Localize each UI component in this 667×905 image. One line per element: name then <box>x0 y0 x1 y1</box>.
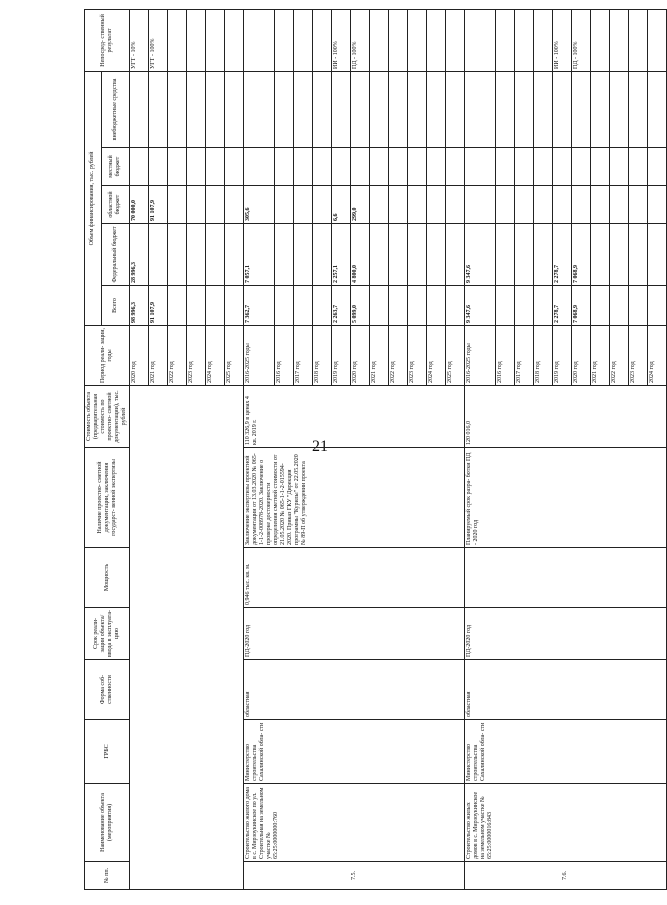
federal-cell <box>225 224 244 286</box>
extra-cell <box>225 71 244 147</box>
object-docs: Планируемый срок разра- ботки ПД - 2020 год <box>465 448 667 548</box>
header-capacity: Мощность <box>85 548 130 608</box>
table-row <box>130 9 149 889</box>
local-cell <box>648 148 667 186</box>
object-grbs: Министерство строительства Сахалинской обла- сти <box>244 720 465 784</box>
federal-cell: 9 347,6 <box>465 224 496 286</box>
result-cell <box>427 9 446 71</box>
result-cell <box>465 9 496 71</box>
result-cell <box>648 9 667 71</box>
result-cell: УГТ - 10% <box>130 9 149 71</box>
local-cell <box>130 148 149 186</box>
regional-cell: 299,0 <box>351 186 370 224</box>
year-cell: 2017 год <box>515 326 534 386</box>
regional-cell <box>591 186 610 224</box>
regional-cell <box>553 186 572 224</box>
extra-cell <box>408 71 427 147</box>
regional-cell <box>168 186 187 224</box>
total-cell: 98 996,3 <box>130 286 149 326</box>
year-cell: 2025 год <box>446 326 465 386</box>
local-cell <box>225 148 244 186</box>
result-cell <box>629 9 648 71</box>
result-cell <box>206 9 225 71</box>
federal-cell <box>610 224 629 286</box>
result-cell <box>534 9 553 71</box>
total-cell <box>408 286 427 326</box>
continuation-cell <box>130 386 244 890</box>
result-cell <box>294 9 313 71</box>
year-cell: 2022 год <box>610 326 629 386</box>
extra-cell <box>572 71 591 147</box>
page-number: 21 <box>312 438 328 455</box>
local-cell <box>572 148 591 186</box>
federal-cell: 28 996,3 <box>130 224 149 286</box>
federal-cell: 7 057,1 <box>244 224 275 286</box>
extra-cell <box>313 71 332 147</box>
header-cost: Стоимость объекта (предварительная стоимость по проектно- сметной документации), тыс. рублей <box>85 386 130 448</box>
table-header <box>85 9 130 889</box>
year-cell: 2020 год <box>351 326 370 386</box>
total-cell <box>389 286 408 326</box>
federal-cell <box>313 224 332 286</box>
total-cell <box>275 286 294 326</box>
local-cell <box>149 148 168 186</box>
extra-cell <box>610 71 629 147</box>
regional-cell: 70 000,0 <box>130 186 149 224</box>
extra-cell <box>496 71 515 147</box>
total-cell <box>629 286 648 326</box>
federal-cell: 2 278,7 <box>553 224 572 286</box>
total-cell <box>591 286 610 326</box>
total-cell: 7 362,7 <box>244 286 275 326</box>
federal-cell <box>168 224 187 286</box>
federal-cell <box>629 224 648 286</box>
total-cell <box>648 286 667 326</box>
local-cell <box>534 148 553 186</box>
regional-cell <box>294 186 313 224</box>
local-cell <box>370 148 389 186</box>
header-ownership: Форма соб- ственности <box>85 660 130 720</box>
program-table <box>84 9 667 890</box>
year-cell: 2016 год <box>275 326 294 386</box>
header-no: № пп. <box>85 862 130 890</box>
local-cell <box>465 148 496 186</box>
result-cell <box>168 9 187 71</box>
federal-cell <box>389 224 408 286</box>
extra-cell <box>332 71 351 147</box>
local-cell <box>496 148 515 186</box>
local-cell <box>275 148 294 186</box>
result-cell <box>370 9 389 71</box>
table-row <box>244 9 275 889</box>
total-cell: 9 347,6 <box>465 286 496 326</box>
regional-cell <box>610 186 629 224</box>
regional-cell <box>515 186 534 224</box>
object-grbs: Министерство строительства Сахалинской обла- сти <box>465 720 667 784</box>
extra-cell <box>130 71 149 147</box>
total-cell <box>294 286 313 326</box>
local-cell <box>168 148 187 186</box>
header-regional: областной бюджет <box>101 186 129 224</box>
federal-cell <box>515 224 534 286</box>
total-cell: 5 099,0 <box>351 286 370 326</box>
local-cell <box>408 148 427 186</box>
year-cell: 2021 год <box>370 326 389 386</box>
year-cell: 2024 год <box>427 326 446 386</box>
local-cell <box>206 148 225 186</box>
local-cell <box>294 148 313 186</box>
year-cell: 2024 год <box>648 326 667 386</box>
result-cell: ПД - 100% <box>572 9 591 71</box>
local-cell <box>313 148 332 186</box>
extra-cell <box>515 71 534 147</box>
extra-cell <box>629 71 648 147</box>
extra-cell <box>294 71 313 147</box>
header-docs: Наличие проектно- сметной документации, заключения государст- венной экспертизы <box>85 448 130 548</box>
year-cell: 2022 год <box>168 326 187 386</box>
extra-cell <box>149 71 168 147</box>
local-cell <box>187 148 206 186</box>
year-cell: 2020 год <box>130 326 149 386</box>
regional-cell <box>572 186 591 224</box>
header-grbs: ГРБС <box>85 720 130 784</box>
local-cell <box>244 148 275 186</box>
result-cell <box>408 9 427 71</box>
local-cell <box>351 148 370 186</box>
extra-cell <box>351 71 370 147</box>
regional-cell <box>465 186 496 224</box>
regional-cell <box>225 186 244 224</box>
extra-cell <box>553 71 572 147</box>
regional-cell: 305,6 <box>244 186 275 224</box>
object-no: 7.6. <box>465 862 667 890</box>
year-cell: 2025 год <box>225 326 244 386</box>
total-cell <box>534 286 553 326</box>
year-cell: 2023 год <box>629 326 648 386</box>
federal-cell: 7 068,9 <box>572 224 591 286</box>
year-cell: 2017 год <box>294 326 313 386</box>
total-cell <box>168 286 187 326</box>
object-capacity: 0,946 тыс. кв. м. <box>244 548 465 608</box>
regional-cell <box>275 186 294 224</box>
regional-cell <box>313 186 332 224</box>
regional-cell <box>370 186 389 224</box>
total-cell <box>496 286 515 326</box>
object-cost: 110 326,9 в ценах 4 кв. 2019 г. <box>244 386 465 448</box>
local-cell <box>629 148 648 186</box>
federal-cell <box>591 224 610 286</box>
regional-cell <box>629 186 648 224</box>
federal-cell <box>446 224 465 286</box>
header-result: Непосред- ственный результат <box>85 9 130 71</box>
regional-cell <box>446 186 465 224</box>
extra-cell <box>244 71 275 147</box>
header-name: Наименование объекта (мероприятия) <box>85 784 130 862</box>
header-funding: Объем финансирования, тыс. рублей <box>85 71 102 325</box>
year-cell: 2023 год <box>408 326 427 386</box>
regional-cell <box>206 186 225 224</box>
result-cell: ИИ - 100% <box>553 9 572 71</box>
total-cell <box>370 286 389 326</box>
extra-cell <box>370 71 389 147</box>
federal-cell <box>370 224 389 286</box>
federal-cell: 2 257,1 <box>332 224 351 286</box>
total-cell <box>206 286 225 326</box>
total-cell <box>187 286 206 326</box>
result-cell <box>515 9 534 71</box>
regional-cell: 91 107,9 <box>149 186 168 224</box>
table-body <box>130 9 667 889</box>
regional-cell <box>408 186 427 224</box>
result-cell: УГТ - 100% <box>149 9 168 71</box>
extra-cell <box>206 71 225 147</box>
total-cell <box>610 286 629 326</box>
object-docs: Заключение экспертизы проектной документации от 13.03.2020 № 065-1-1-2-008978-2020. Заключение о проверке достоверности определения сметной стоимости от 21.05.2020 № 065-1-1-2-015594-2020. Приказ ГКУ "Дирекция программы "Курилы" от 22.05.2020 № 89-П об утверждении проекта <box>244 448 465 548</box>
local-cell <box>515 148 534 186</box>
total-cell: 91 107,9 <box>149 286 168 326</box>
result-cell <box>244 9 275 71</box>
year-cell: 2018 год <box>534 326 553 386</box>
local-cell <box>553 148 572 186</box>
total-cell: 2 278,7 <box>553 286 572 326</box>
object-term: ПД-2020 год <box>465 608 667 660</box>
federal-cell <box>408 224 427 286</box>
header-local: местный бюджет <box>101 148 129 186</box>
result-cell <box>496 9 515 71</box>
header-total: Всего <box>101 286 129 326</box>
year-cell: 2024 год <box>206 326 225 386</box>
extra-cell <box>648 71 667 147</box>
object-cost: 120 016,0 <box>465 386 667 448</box>
total-cell <box>515 286 534 326</box>
total-cell <box>225 286 244 326</box>
regional-cell <box>648 186 667 224</box>
regional-cell <box>496 186 515 224</box>
year-cell: 2020 год <box>572 326 591 386</box>
federal-cell <box>427 224 446 286</box>
federal-cell <box>648 224 667 286</box>
federal-cell <box>187 224 206 286</box>
result-cell <box>446 9 465 71</box>
object-name: Строительство жилого дома в с. Мирзоукинское по ул. Строительная на земельном участке № 65:25:0000000:760 <box>244 784 465 862</box>
extra-cell <box>465 71 496 147</box>
total-cell <box>446 286 465 326</box>
extra-cell <box>187 71 206 147</box>
header-term: Срок реали- зации объекта/ввода в эксплуата- цию <box>85 608 130 660</box>
federal-cell <box>534 224 553 286</box>
table-row <box>465 9 496 889</box>
local-cell <box>446 148 465 186</box>
local-cell <box>610 148 629 186</box>
total-cell: 2 263,7 <box>332 286 351 326</box>
result-cell <box>275 9 294 71</box>
object-capacity <box>465 548 667 608</box>
year-cell: 2016 год <box>496 326 515 386</box>
year-cell: 2019 год <box>332 326 351 386</box>
extra-cell <box>591 71 610 147</box>
regional-cell <box>534 186 553 224</box>
local-cell <box>332 148 351 186</box>
result-cell <box>591 9 610 71</box>
extra-cell <box>168 71 187 147</box>
header-period: Период реали- зации, годы <box>85 326 130 386</box>
year-cell: 2022 год <box>389 326 408 386</box>
object-name: Строительство жилых домов в с. Мирзоукинское на земельном участке № 65:25:0000016:843 <box>465 784 667 862</box>
rotated-table-page <box>84 10 655 890</box>
result-cell <box>389 9 408 71</box>
year-cell: 2018 год <box>313 326 332 386</box>
regional-cell <box>187 186 206 224</box>
object-ownership: областная <box>465 660 667 720</box>
header-federal: Федеральный бюджет <box>101 224 129 286</box>
total-cell <box>313 286 332 326</box>
result-cell: ПД - 100% <box>351 9 370 71</box>
local-cell <box>427 148 446 186</box>
result-cell: ИИ - 100% <box>332 9 351 71</box>
total-cell: 7 068,9 <box>572 286 591 326</box>
extra-cell <box>275 71 294 147</box>
year-cell: 2021 год <box>149 326 168 386</box>
extra-cell <box>389 71 408 147</box>
federal-cell <box>149 224 168 286</box>
regional-cell: 6,6 <box>332 186 351 224</box>
regional-cell <box>389 186 408 224</box>
year-cell: 2021 год <box>591 326 610 386</box>
federal-cell <box>206 224 225 286</box>
extra-cell <box>427 71 446 147</box>
federal-cell: 4 800,0 <box>351 224 370 286</box>
result-cell <box>313 9 332 71</box>
extra-cell <box>534 71 553 147</box>
object-term: ПД-2020 год <box>244 608 465 660</box>
year-cell: 2019 год <box>553 326 572 386</box>
federal-cell <box>275 224 294 286</box>
year-cell: 2016-2025 годы <box>465 326 496 386</box>
result-cell <box>187 9 206 71</box>
local-cell <box>389 148 408 186</box>
year-cell: 2023 год <box>187 326 206 386</box>
federal-cell <box>294 224 313 286</box>
object-ownership: областная <box>244 660 465 720</box>
local-cell <box>591 148 610 186</box>
result-cell <box>225 9 244 71</box>
header-extra: внебюджетные средства <box>101 71 129 147</box>
regional-cell <box>427 186 446 224</box>
year-cell: 2016-2025 годы <box>244 326 275 386</box>
total-cell <box>427 286 446 326</box>
result-cell <box>610 9 629 71</box>
federal-cell <box>496 224 515 286</box>
extra-cell <box>446 71 465 147</box>
object-no: 7.5. <box>244 862 465 890</box>
